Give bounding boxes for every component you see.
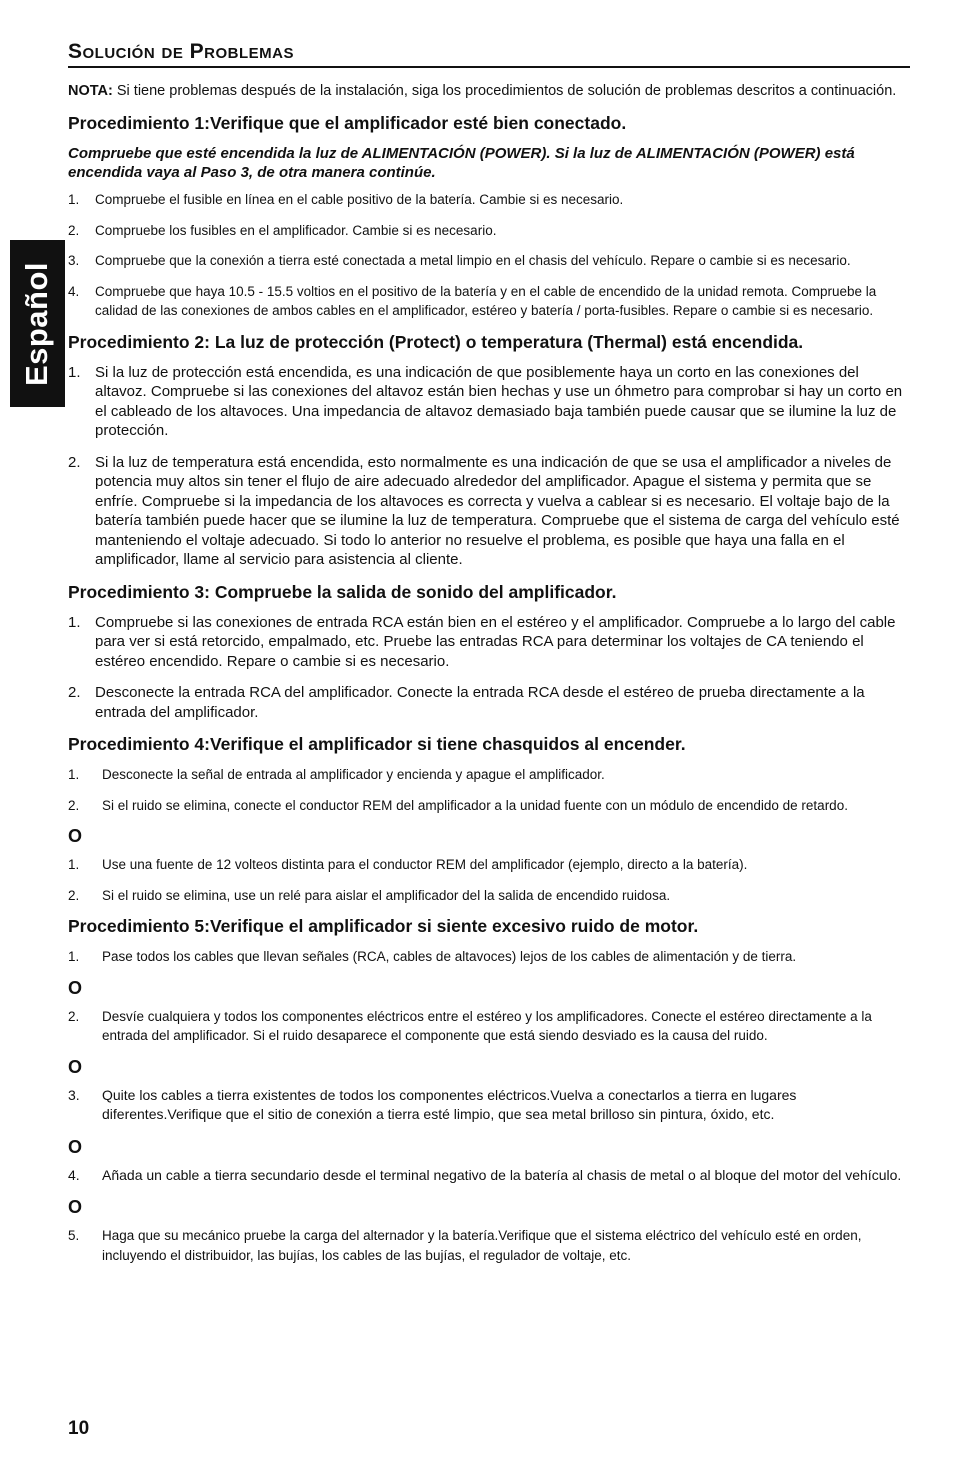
note-text: Si tiene problemas después de la instalación, siga los procedimientos de solución de problemas descritos a continuación. (116, 83, 897, 99)
item-text: Desvíe cualquiera y todos los componentes eléctricos entre el estéreo y los amplificadores. Conecte el estéreo directamente a la entrada del amplificador. Si el ruido desaparece el componente que está siendo desviado es la causa del ruido. (102, 1008, 872, 1043)
list-item (68, 282, 910, 321)
item-number: 1. (68, 192, 80, 207)
or-separator: O (68, 1197, 83, 1217)
item-text: Si el ruido se elimina, conecte el conductor REM del amplificador a la unidad fuente con un módulo de encendido de retardo. (102, 797, 848, 813)
procedure-3-list (68, 613, 910, 723)
list-item (68, 683, 910, 722)
note-label: NOTA: (68, 83, 113, 99)
procedure-4-heading: Procedimiento 4:Verifique el amplificador si tiene chasquidos al encender. (68, 734, 686, 754)
procedure-4-list-a (68, 765, 910, 815)
note (68, 82, 910, 101)
item-number: 2. (68, 887, 80, 903)
list-item (68, 363, 910, 441)
procedure-4-list-b (68, 855, 910, 905)
procedure-5-list-4 (68, 1166, 910, 1186)
item-number: 2. (68, 797, 80, 813)
item-text: Si la luz de temperatura está encendida, esto normalmente es una indicación de que se usa el amplificador a niveles de potencia muy altos sin tener el flujo de aire adecuado alrededor del amplificador. Apague el sistema y permita que se enfríe. Compruebe si la impedancia de los altavoces es correcta y vuelva a cablear si es necesario. El voltaje bajo de la batería también puede hacer que se ilumine la luz de temperatura. Compruebe que el sistema de carga del vehículo esté manteniendo el voltaje adecuado. Si todo lo anterior no resuelve el problema, es posible que haya una falla en el amplificador, llame al servicio para asistencia al cliente. (95, 453, 900, 568)
item-number: 4. (68, 283, 80, 299)
item-number: 3. (68, 253, 80, 268)
or-separator: O (68, 977, 83, 998)
item-number: 5. (68, 1228, 80, 1243)
procedure-3-heading: Procedimiento 3: Compruebe la salida de sonido del amplificador. (68, 581, 617, 602)
item-number: 1. (68, 363, 81, 381)
item-text: Compruebe los fusibles en el amplificador. Cambie si es necesario. (95, 222, 497, 238)
or-separator: O (68, 1136, 83, 1157)
list-item (68, 855, 910, 875)
item-text: Pase todos los cables que llevan señales (RCA, cables de altavoces) lejos de los cables de alimentación y de tierra. (102, 949, 797, 964)
item-number: 2. (68, 684, 81, 701)
page-number: 10 (68, 1418, 90, 1439)
procedure-5-heading: Procedimiento 5:Verifique el amplificador si siente excesivo ruido de motor. (68, 916, 699, 936)
list-item (68, 886, 910, 906)
language-tab (10, 240, 65, 407)
page-content (68, 40, 910, 1276)
procedure-1-list (68, 190, 910, 321)
list-item (68, 221, 910, 241)
item-text: Haga que su mecánico pruebe la carga del alternador y la batería.Verifique que el sistema eléctrico del vehículo esté en orden, incluyendo el distribuidor, las bujías, los cables de las bujías, el regulador de voltaje, etc. (102, 1228, 862, 1263)
list-item (68, 947, 910, 967)
item-number: 2. (68, 453, 81, 471)
item-number: 2. (68, 1008, 80, 1024)
item-text: Añada un cable a tierra secundario desde el terminal negativo de la batería al chasis de metal o al bloque del motor del vehículo. (102, 1166, 902, 1183)
item-number: 4. (68, 1166, 80, 1183)
item-number: 1. (68, 857, 80, 872)
page-title: Solución de Problemas (68, 40, 910, 68)
item-text: Desconecte la señal de entrada al amplificador y encienda y apague el amplificador. (102, 767, 605, 782)
item-number: 3. (68, 1086, 80, 1103)
procedure-1-intro: Compruebe que esté encendida la luz de ALIMENTACIÓN (POWER). Si la luz de ALIMENTACIÓN (POWER) está encendida vaya al Paso 3, de otra manera continúe. (68, 145, 855, 181)
item-text: Compruebe que haya 10.5 - 15.5 voltios en el positivo de la batería y en el cable de encendido de la unidad remota. Compruebe la calidad de las conexiones de ambos cables en el amplificador, estéreo y batería / porta-fusibles. Repare o cambie si es necesario. (95, 283, 877, 318)
list-item (68, 765, 910, 785)
list-item (68, 1166, 910, 1186)
or-separator: O (68, 826, 83, 846)
or-separator: O (68, 1056, 83, 1077)
item-number: 1. (68, 613, 81, 631)
list-item (68, 796, 910, 816)
list-item (68, 613, 910, 672)
list-item (68, 251, 910, 271)
item-number: 1. (68, 949, 80, 964)
item-text: Si la luz de protección está encendida, es una indicación de que posiblemente haya un corto en las conexiones del altavoz. Compruebe si las conexiones del altavoz están bien hechas y use un óhmetro para comprobar si hay un corto en el cableado de los altavoces. Una impedancia de altavoz demasiado baja también puede causar que se ilumine la luz de protección. (95, 363, 903, 439)
procedure-2-heading: Procedimiento 2: La luz de protección (Protect) o temperatura (Thermal) está encendida. (68, 331, 804, 352)
item-text: Quite los cables a tierra existentes de todos los componentes eléctricos.Vuelva a conectarlos a tierra en lugares diferentes.Verifique que el sitio de conexión a tierra esté limpio, que sea metal brilloso sin pintura, óxido, etc. (102, 1086, 797, 1122)
procedure-2-list (68, 363, 910, 570)
list-item (68, 1007, 910, 1046)
item-text: Si el ruido se elimina, use un relé para aislar el amplificador del la salida de encendido ruidosa. (102, 887, 671, 903)
procedure-1-heading: Procedimiento 1:Verifique que el amplificador esté bien conectado. (68, 113, 627, 133)
item-text: Compruebe que la conexión a tierra esté conectada a metal limpio en el chasis del vehículo. Repare o cambie si es necesario. (95, 253, 851, 268)
item-text: Desconecte la entrada RCA del amplificador. Conecte la entrada RCA desde el estéreo de prueba directamente a la entrada del amplificador. (95, 684, 865, 721)
list-item (68, 1226, 910, 1265)
procedure-5-list-5 (68, 1226, 910, 1265)
procedure-5-list-3 (68, 1086, 910, 1125)
language-tab-label: Español (19, 261, 55, 386)
list-item (68, 453, 910, 570)
procedure-5-list (68, 947, 910, 967)
item-text: Compruebe el fusible en línea en el cable positivo de la batería. Cambie si es necesario. (95, 192, 624, 207)
item-number: 1. (68, 767, 80, 782)
item-text: Use una fuente de 12 volteos distinta para el conductor REM del amplificador (ejemplo, directo a la batería). (102, 857, 748, 872)
procedure-5-list-2 (68, 1007, 910, 1046)
item-text: Compruebe si las conexiones de entrada RCA están bien en el estéreo y el amplificador. Compruebe a lo largo del cable para ver si está retorcido, empalmado, etc. Pruebe las entradas RCA para determinar los voltajes de CA teniendo el estéreo encendido. Repare o cambie si es necesario. (95, 613, 896, 670)
list-item (68, 1086, 910, 1125)
list-item (68, 190, 910, 210)
item-number: 2. (68, 222, 80, 238)
